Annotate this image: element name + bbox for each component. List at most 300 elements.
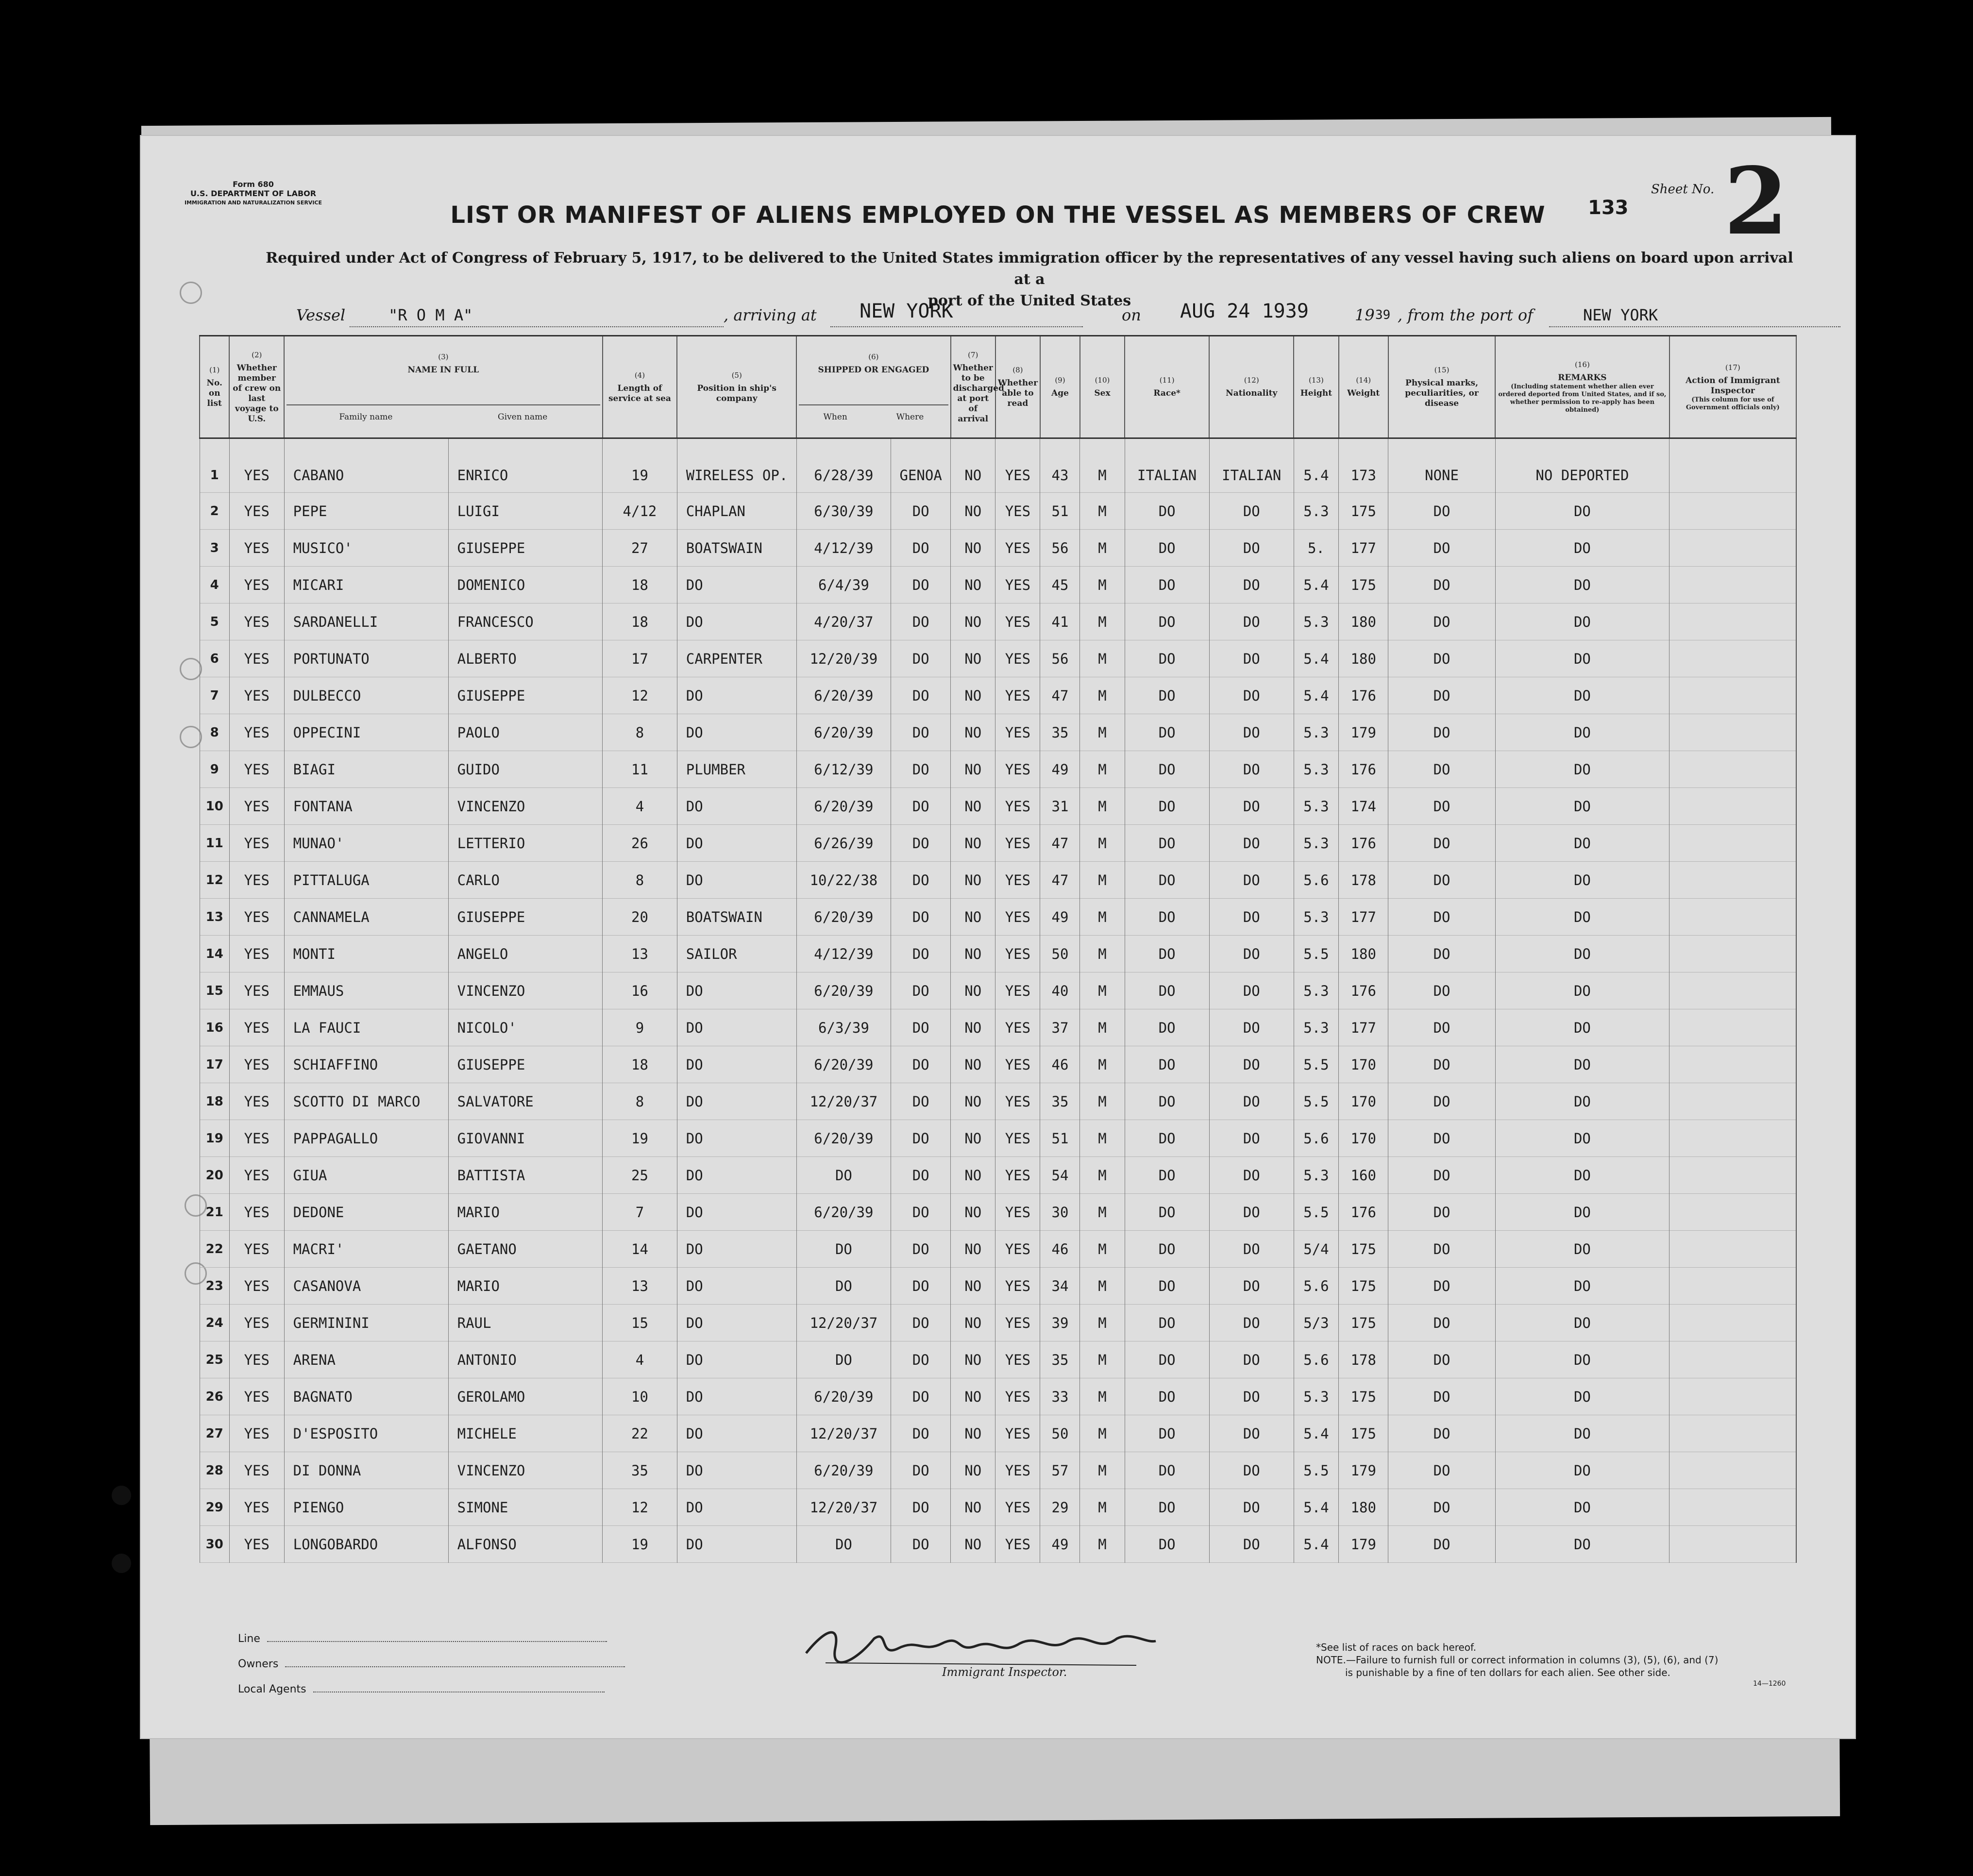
cell-when: DO (796, 1157, 891, 1194)
cell-read: YES (995, 751, 1040, 788)
cell-given: DOMENICO (448, 567, 603, 603)
table-row (200, 1341, 1796, 1378)
cell-when: 6/20/39 (796, 714, 891, 751)
cell-position: CHAPLAN (677, 493, 796, 530)
cell-when: 12/20/37 (796, 1305, 891, 1341)
cell-discharged: NO (951, 1415, 995, 1452)
cell-read: YES (995, 603, 1040, 640)
cell-weight: 178 (1339, 1341, 1388, 1378)
cell-service: 19 (603, 1526, 677, 1563)
line-field: Line (238, 1626, 625, 1652)
cell-race: DO (1125, 567, 1209, 603)
cell-race: DO (1125, 1415, 1209, 1452)
header-remarks: (16) REMARKS (Including statement whether alien ever ordered deported from United States, and if so, whether permission to re-apply has been obtained) (1495, 336, 1669, 438)
cell-given: PAOLO (448, 714, 603, 751)
cell-where: DO (891, 1009, 951, 1046)
manifest-sheet (141, 136, 1855, 1738)
cell-marks: DO (1388, 899, 1495, 936)
cell-given: GAETANO (448, 1231, 603, 1268)
cell-no: 1 (200, 438, 229, 493)
cell-height: 5.4 (1294, 438, 1338, 493)
header-inspector-action: (17) Action of Immigrant Inspector (This column for use of Government officials only) (1669, 336, 1796, 438)
cell-discharged: NO (951, 936, 995, 972)
cell-position: CARPENTER (677, 640, 796, 677)
binder-hole (180, 282, 202, 304)
cell-discharged: NO (951, 862, 995, 899)
cell-height: 5.5 (1294, 1194, 1338, 1231)
cell-race: DO (1125, 1046, 1209, 1083)
cell-age: 43 (1040, 438, 1080, 493)
cell-read: YES (995, 972, 1040, 1009)
cell-marks: DO (1388, 1120, 1495, 1157)
cell-where: DO (891, 1083, 951, 1120)
cell-height: 5.3 (1294, 788, 1338, 825)
from-label: , from the port of (1398, 306, 1534, 324)
footer-fields (238, 1626, 625, 1702)
cell-prev: YES (229, 751, 284, 788)
cell-sex: M (1080, 640, 1125, 677)
cell-marks: DO (1388, 530, 1495, 567)
cell-where: DO (891, 936, 951, 972)
cell-remarks: DO (1495, 714, 1669, 751)
cell-age: 46 (1040, 1231, 1080, 1268)
cell-when: 6/12/39 (796, 751, 891, 788)
cell-weight: 180 (1339, 640, 1388, 677)
cell-nationality: DO (1209, 1120, 1294, 1157)
cell-age: 54 (1040, 1157, 1080, 1194)
arrival-year: 39 (1375, 308, 1391, 322)
cell-position: DO (677, 1489, 796, 1526)
table-row (200, 972, 1796, 1009)
cell-weight: 174 (1339, 788, 1388, 825)
cell-weight: 177 (1339, 1009, 1388, 1046)
cell-no: 13 (200, 899, 229, 936)
cell-read: YES (995, 862, 1040, 899)
sheet-number: 2 (1724, 147, 1788, 255)
cell-sex: M (1080, 1305, 1125, 1341)
cell-race: DO (1125, 1452, 1209, 1489)
cell-height: 5/3 (1294, 1305, 1338, 1341)
header-position: (5) Position in ship's company (677, 336, 796, 438)
cell-position: DO (677, 1046, 796, 1083)
cell-position: DO (677, 862, 796, 899)
cell-service: 35 (603, 1452, 677, 1489)
cell-sex: M (1080, 1009, 1125, 1046)
cell-where: DO (891, 1489, 951, 1526)
cell-remarks: DO (1495, 1120, 1669, 1157)
cell-marks: DO (1388, 1194, 1495, 1231)
cell-read: YES (995, 1194, 1040, 1231)
cell-family: MUNAO' (284, 825, 448, 862)
cell-height: 5.4 (1294, 1489, 1338, 1526)
cell-position: DO (677, 567, 796, 603)
cell-discharged: NO (951, 438, 995, 493)
cell-inspector-action (1669, 1268, 1796, 1305)
cell-nationality: DO (1209, 1415, 1294, 1452)
cell-prev: YES (229, 825, 284, 862)
cell-prev: YES (229, 567, 284, 603)
cell-when: 6/28/39 (796, 438, 891, 493)
cell-sex: M (1080, 899, 1125, 936)
cell-sex: M (1080, 825, 1125, 862)
cell-inspector-action (1669, 972, 1796, 1009)
cell-when: 6/20/39 (796, 1120, 891, 1157)
cell-given: ENRICO (448, 438, 603, 493)
table-row (200, 1083, 1796, 1120)
cell-prev: YES (229, 1489, 284, 1526)
cell-height: 5.3 (1294, 714, 1338, 751)
table-row (200, 1489, 1796, 1526)
cell-sex: M (1080, 567, 1125, 603)
cell-nationality: DO (1209, 1305, 1294, 1341)
cell-marks: DO (1388, 1378, 1495, 1415)
cell-no: 8 (200, 714, 229, 751)
header-where: Where (896, 412, 924, 422)
cell-height: 5.3 (1294, 1157, 1338, 1194)
cell-inspector-action (1669, 603, 1796, 640)
table-row (200, 603, 1796, 640)
cell-service: 14 (603, 1231, 677, 1268)
cell-sex: M (1080, 714, 1125, 751)
cell-service: 18 (603, 603, 677, 640)
cell-where: DO (891, 1378, 951, 1415)
document-title: LIST OR MANIFEST OF ALIENS EMPLOYED ON THE VESSEL AS MEMBERS OF CREW (450, 201, 1546, 229)
cell-discharged: NO (951, 751, 995, 788)
cell-family: CASANOVA (284, 1268, 448, 1305)
cell-read: YES (995, 1046, 1040, 1083)
cell-height: 5.3 (1294, 493, 1338, 530)
cell-sex: M (1080, 1120, 1125, 1157)
cell-family: BIAGI (284, 751, 448, 788)
cell-position: DO (677, 1415, 796, 1452)
cell-given: GIUSEPPE (448, 1046, 603, 1083)
cell-no: 15 (200, 972, 229, 1009)
cell-weight: 175 (1339, 1378, 1388, 1415)
cell-age: 33 (1040, 1378, 1080, 1415)
arrival-date: AUG 24 1939 (1180, 300, 1309, 322)
cell-age: 50 (1040, 936, 1080, 972)
cell-given: VINCENZO (448, 972, 603, 1009)
header-nationality: (12) Nationality (1209, 336, 1294, 438)
cell-no: 5 (200, 603, 229, 640)
cell-age: 47 (1040, 825, 1080, 862)
table-header-row (200, 336, 1796, 438)
cell-age: 30 (1040, 1194, 1080, 1231)
cell-sex: M (1080, 1194, 1125, 1231)
cell-service: 20 (603, 899, 677, 936)
cell-nationality: DO (1209, 1009, 1294, 1046)
cell-sex: M (1080, 1489, 1125, 1526)
cell-no: 12 (200, 862, 229, 899)
cell-read: YES (995, 1120, 1040, 1157)
cell-inspector-action (1669, 1231, 1796, 1268)
cell-weight: 175 (1339, 493, 1388, 530)
cell-prev: YES (229, 493, 284, 530)
cell-discharged: NO (951, 788, 995, 825)
cell-marks: DO (1388, 677, 1495, 714)
cell-inspector-action (1669, 1120, 1796, 1157)
cell-discharged: NO (951, 1452, 995, 1489)
cell-read: YES (995, 1378, 1040, 1415)
cell-given: ANTONIO (448, 1341, 603, 1378)
cell-family: MONTI (284, 936, 448, 972)
cell-race: DO (1125, 862, 1209, 899)
cell-discharged: NO (951, 714, 995, 751)
sheet-label: Sheet No. (1651, 182, 1715, 197)
cell-remarks: DO (1495, 1231, 1669, 1268)
cell-read: YES (995, 493, 1040, 530)
cell-race: DO (1125, 751, 1209, 788)
cell-weight: 176 (1339, 1194, 1388, 1231)
table-row (200, 1194, 1796, 1231)
cell-nationality: DO (1209, 640, 1294, 677)
cell-read: YES (995, 1341, 1040, 1378)
cell-height: 5.3 (1294, 899, 1338, 936)
cell-given: VINCENZO (448, 1452, 603, 1489)
cell-sex: M (1080, 1526, 1125, 1563)
cell-age: 51 (1040, 493, 1080, 530)
header-when: When (823, 412, 847, 422)
cell-age: 37 (1040, 1009, 1080, 1046)
header-height: (13) Height (1294, 336, 1338, 438)
cell-discharged: NO (951, 1231, 995, 1268)
cell-family: PEPE (284, 493, 448, 530)
cell-no: 27 (200, 1415, 229, 1452)
cell-given: RAUL (448, 1305, 603, 1341)
cell-given: GIUSEPPE (448, 899, 603, 936)
cell-marks: DO (1388, 972, 1495, 1009)
cell-nationality: DO (1209, 1194, 1294, 1231)
cell-marks: DO (1388, 493, 1495, 530)
cell-remarks: NO DEPORTED (1495, 438, 1669, 493)
table-row (200, 1157, 1796, 1194)
cell-when: 6/20/39 (796, 1046, 891, 1083)
cell-weight: 173 (1339, 438, 1388, 493)
binder-hole (112, 1486, 131, 1505)
on-label: on (1122, 306, 1141, 324)
cell-discharged: NO (951, 1083, 995, 1120)
cell-height: 5.5 (1294, 1083, 1338, 1120)
cell-position: DO (677, 825, 796, 862)
cell-where: DO (891, 677, 951, 714)
cell-read: YES (995, 640, 1040, 677)
cell-no: 28 (200, 1452, 229, 1489)
cell-read: YES (995, 1489, 1040, 1526)
cell-remarks: DO (1495, 899, 1669, 936)
cell-where: DO (891, 972, 951, 1009)
cell-remarks: DO (1495, 825, 1669, 862)
cell-race: DO (1125, 1305, 1209, 1341)
cell-when: 6/20/39 (796, 1452, 891, 1489)
cell-when: 6/20/39 (796, 1194, 891, 1231)
cell-read: YES (995, 567, 1040, 603)
cell-when: 6/20/39 (796, 899, 891, 936)
cell-discharged: NO (951, 603, 995, 640)
cell-race: DO (1125, 1231, 1209, 1268)
cell-service: 18 (603, 567, 677, 603)
cell-inspector-action (1669, 1489, 1796, 1526)
cell-family: CABANO (284, 438, 448, 493)
cell-remarks: DO (1495, 567, 1669, 603)
cell-no: 25 (200, 1341, 229, 1378)
header-shipped: (6) SHIPPED OR ENGAGED When Where (796, 336, 951, 438)
cell-discharged: NO (951, 677, 995, 714)
cell-position: SAILOR (677, 936, 796, 972)
cell-inspector-action (1669, 1046, 1796, 1083)
cell-discharged: NO (951, 972, 995, 1009)
document-subtitle (257, 248, 1802, 312)
cell-prev: YES (229, 640, 284, 677)
cell-given: SALVATORE (448, 1083, 603, 1120)
cell-height: 5.6 (1294, 1341, 1338, 1378)
cell-discharged: NO (951, 1120, 995, 1157)
cell-service: 15 (603, 1305, 677, 1341)
cell-nationality: DO (1209, 1378, 1294, 1415)
cell-prev: YES (229, 1268, 284, 1305)
cell-sex: M (1080, 788, 1125, 825)
table-row (200, 530, 1796, 567)
cell-where: DO (891, 1341, 951, 1378)
header-race: (11) Race* (1125, 336, 1209, 438)
cell-race: DO (1125, 1120, 1209, 1157)
cell-marks: NONE (1388, 438, 1495, 493)
cell-race: DO (1125, 603, 1209, 640)
cell-weight: 170 (1339, 1083, 1388, 1120)
header-physical-marks: (15) Physical marks, peculiarities, or disease (1388, 336, 1495, 438)
form-number: Form 680 (233, 180, 274, 189)
cell-sex: M (1080, 1415, 1125, 1452)
cell-read: YES (995, 1157, 1040, 1194)
cell-remarks: DO (1495, 530, 1669, 567)
cell-service: 4 (603, 788, 677, 825)
cell-no: 11 (200, 825, 229, 862)
cell-where: DO (891, 899, 951, 936)
cell-where: DO (891, 788, 951, 825)
cell-service: 10 (603, 1378, 677, 1415)
cell-remarks: DO (1495, 1046, 1669, 1083)
cell-weight: 175 (1339, 1305, 1388, 1341)
cell-marks: DO (1388, 1341, 1495, 1378)
cell-read: YES (995, 1526, 1040, 1563)
cell-position: DO (677, 1194, 796, 1231)
cell-prev: YES (229, 899, 284, 936)
cell-inspector-action (1669, 1526, 1796, 1563)
cell-age: 35 (1040, 1083, 1080, 1120)
cell-no: 10 (200, 788, 229, 825)
cell-read: YES (995, 438, 1040, 493)
cell-weight: 180 (1339, 603, 1388, 640)
cell-given: GIUSEPPE (448, 530, 603, 567)
header-no: (1) No. on list (200, 336, 229, 438)
cell-discharged: NO (951, 1305, 995, 1341)
cell-inspector-action (1669, 825, 1796, 862)
cell-family: GERMININI (284, 1305, 448, 1341)
cell-family: LONGOBARDO (284, 1526, 448, 1563)
cell-nationality: DO (1209, 751, 1294, 788)
cell-read: YES (995, 1009, 1040, 1046)
cell-marks: DO (1388, 1268, 1495, 1305)
cell-where: DO (891, 1526, 951, 1563)
cell-family: DEDONE (284, 1194, 448, 1231)
cell-family: EMMAUS (284, 972, 448, 1009)
cell-where: DO (891, 862, 951, 899)
vessel-name: "R O M A" (388, 306, 473, 324)
cell-no: 22 (200, 1231, 229, 1268)
cell-sex: M (1080, 603, 1125, 640)
cell-remarks: DO (1495, 1526, 1669, 1563)
cell-discharged: NO (951, 1489, 995, 1526)
cell-age: 49 (1040, 751, 1080, 788)
inspector-signature (796, 1619, 1165, 1673)
cell-age: 45 (1040, 567, 1080, 603)
cell-when: 12/20/37 (796, 1415, 891, 1452)
cell-where: DO (891, 493, 951, 530)
cell-no: 16 (200, 1009, 229, 1046)
header-given-name: Given name (498, 412, 548, 422)
cell-discharged: NO (951, 1378, 995, 1415)
cell-weight: 170 (1339, 1120, 1388, 1157)
cell-where: DO (891, 1046, 951, 1083)
cell-prev: YES (229, 1452, 284, 1489)
cell-where: DO (891, 1305, 951, 1341)
cell-family: SCOTTO DI MARCO (284, 1083, 448, 1120)
note-penalty-cont: is punishable by a fine of ten dollars for each alien. See other side. (1345, 1667, 1670, 1678)
cell-sex: M (1080, 1378, 1125, 1415)
cell-remarks: DO (1495, 1415, 1669, 1452)
cell-read: YES (995, 1231, 1040, 1268)
cell-remarks: DO (1495, 751, 1669, 788)
cell-prev: YES (229, 972, 284, 1009)
cell-remarks: DO (1495, 1489, 1669, 1526)
cell-inspector-action (1669, 438, 1796, 493)
cell-height: 5.3 (1294, 1009, 1338, 1046)
cell-remarks: DO (1495, 862, 1669, 899)
subtitle-line-2: port of the United States (927, 292, 1131, 309)
cell-nationality: DO (1209, 862, 1294, 899)
cell-prev: YES (229, 603, 284, 640)
cell-read: YES (995, 899, 1040, 936)
cell-age: 56 (1040, 640, 1080, 677)
inspector-label: Immigrant Inspector. (942, 1665, 1067, 1679)
cell-when: DO (796, 1268, 891, 1305)
cell-height: 5. (1294, 530, 1338, 567)
cell-family: DULBECCO (284, 677, 448, 714)
cell-age: 40 (1040, 972, 1080, 1009)
cell-race: DO (1125, 1083, 1209, 1120)
cell-family: MICARI (284, 567, 448, 603)
departure-port: NEW YORK (1583, 306, 1658, 324)
cell-service: 19 (603, 438, 677, 493)
cell-prev: YES (229, 1120, 284, 1157)
cell-service: 13 (603, 936, 677, 972)
cell-sex: M (1080, 1046, 1125, 1083)
cell-service: 16 (603, 972, 677, 1009)
cell-given: LUIGI (448, 493, 603, 530)
cell-family: DI DONNA (284, 1452, 448, 1489)
cell-no: 21 (200, 1194, 229, 1231)
cell-inspector-action (1669, 1194, 1796, 1231)
cell-nationality: ITALIAN (1209, 438, 1294, 493)
cell-discharged: NO (951, 1009, 995, 1046)
cell-given: MARIO (448, 1268, 603, 1305)
cell-read: YES (995, 1415, 1040, 1452)
table-row (200, 1305, 1796, 1341)
cell-when: 12/20/37 (796, 1489, 891, 1526)
cell-height: 5.6 (1294, 1120, 1338, 1157)
cell-height: 5.4 (1294, 567, 1338, 603)
cell-position: DO (677, 1526, 796, 1563)
cell-inspector-action (1669, 1378, 1796, 1415)
